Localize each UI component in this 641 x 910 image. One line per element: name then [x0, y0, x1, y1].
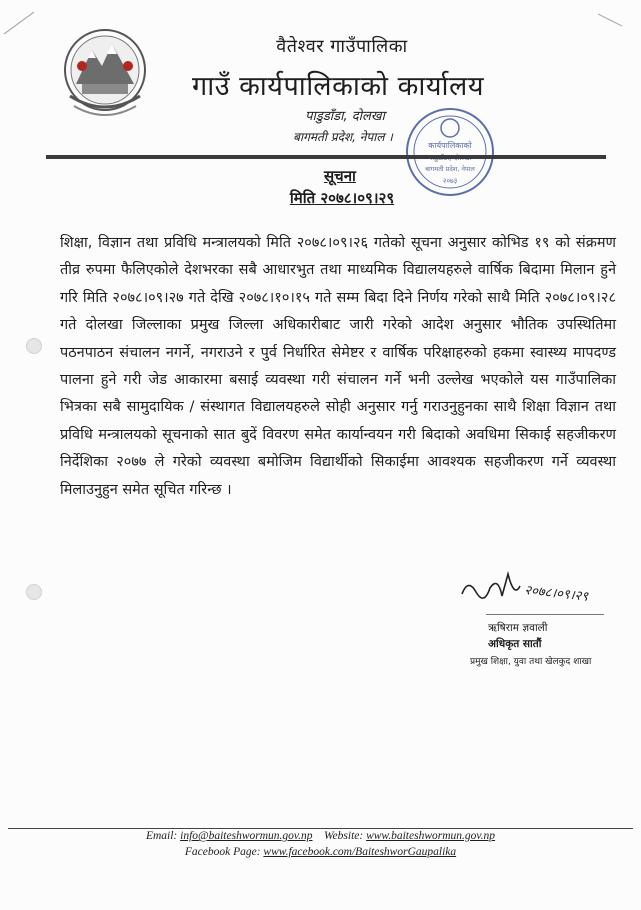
stamp-year: २०७३	[442, 177, 458, 185]
municipality-name: वैतेश्वर गाउँपालिका	[276, 36, 408, 57]
handwritten-signature	[458, 568, 608, 608]
email-link[interactable]: info@baiteshwormun.gov.np	[180, 830, 313, 842]
website-label: Website:	[324, 830, 364, 842]
notice-title: सूचना	[324, 167, 356, 185]
notice-date: मिति २०७८।०९।२९	[289, 189, 395, 207]
office-name: गाउँ कार्यपालिकाको कार्यालय	[192, 71, 484, 102]
punch-hole	[26, 584, 42, 600]
facebook-label: Facebook Page:	[184, 846, 261, 858]
signatory-department: प्रमुख शिक्षा, युवा तथा खेलकुद शाखा	[470, 657, 592, 667]
footer-contact-line	[0, 830, 641, 842]
footer-social-line	[0, 846, 641, 858]
signature-line	[486, 614, 604, 615]
signature-date: २०७८।०९।२९	[523, 583, 589, 605]
email-label: Email:	[145, 830, 178, 842]
punch-hole	[26, 338, 42, 354]
notice-body: शिक्षा, विज्ञान तथा प्रविधि मन्त्रालयको मिति २०७८।०९।२६ गतेको सूचना अनुसार कोभिड १९ को संक्रमण तीव्र रुपमा फैलिएकोले देशभरका सबै आधारभुत तथा माध्यमिक विद्यालयहरुले वार्षिक बिदामा मिलान हुने गरि मिति २०७८।०९।२७ गते देखि २०७८।१०।१५ गते सम्म बिदा दिने निर्णय गरेको साथै मिति २०७८।०९।२८ गते दोलखा जिल्लाका प्रमुख जिल्ला अधिकारीबाट जारी गरेको आदेश अनुसार भौतिक उपस्थितिमा पठनपाठन संचालन नगर्ने, नगराउने र पुर्व निर्धारित सेमेष्टर र वार्षिक परिक्षाहरुको हकमा स्वास्थ्य मापदण्ड पालना हुने गरी जेड आकारमा बसाई व्यवस्था गरी संचालन गर्ने भनी उल्लेख भएकोले यस गाउँपालिका भित्रका सबै सामुदायिक / संस्थागत विद्यालयहरुले सोही अनुसार गर्नु गराउनुहुनका साथै शिक्षा विज्ञान तथा प्रविधि मन्त्रालयको सूचनाको सात बुदें विवरण समेत कार्यान्वयन गरी बिदाको अवधिमा सिकाई सहजीकरण निर्देशिका २०७७ ले गरेको व्यवस्था बमोजिम विद्यार्थीको सिकाईमा आवश्यक सहजीकरण गर्ने व्यवस्था मिलाउनुहुन समेत सूचित गरिन्छ ।	[60, 235, 616, 498]
header-divider	[46, 155, 606, 159]
stamp-text-3: बागमती प्रदेश, नेपाल	[425, 165, 475, 173]
facebook-link[interactable]: www.facebook.com/BaiteshworGaupalika	[263, 846, 457, 858]
office-stamp-icon	[404, 106, 496, 198]
signatory-name: ऋषिराम ज्ञवाली	[488, 622, 548, 634]
stamp-text-1: कार्यपालिकाको	[428, 141, 472, 150]
scan-mark	[0, 8, 40, 38]
nepal-emblem-icon	[62, 26, 148, 124]
scan-mark	[596, 10, 626, 30]
signatory-post: अधिकृत सातौं	[488, 638, 542, 650]
address-line-2: बागमती प्रदेश, नेपाल ।	[293, 130, 393, 144]
footer-divider	[8, 828, 633, 829]
address-line-1: पाडुडाँडा, दोलखा	[305, 109, 385, 124]
website-link[interactable]: www.baiteshwormun.gov.np	[366, 830, 496, 842]
